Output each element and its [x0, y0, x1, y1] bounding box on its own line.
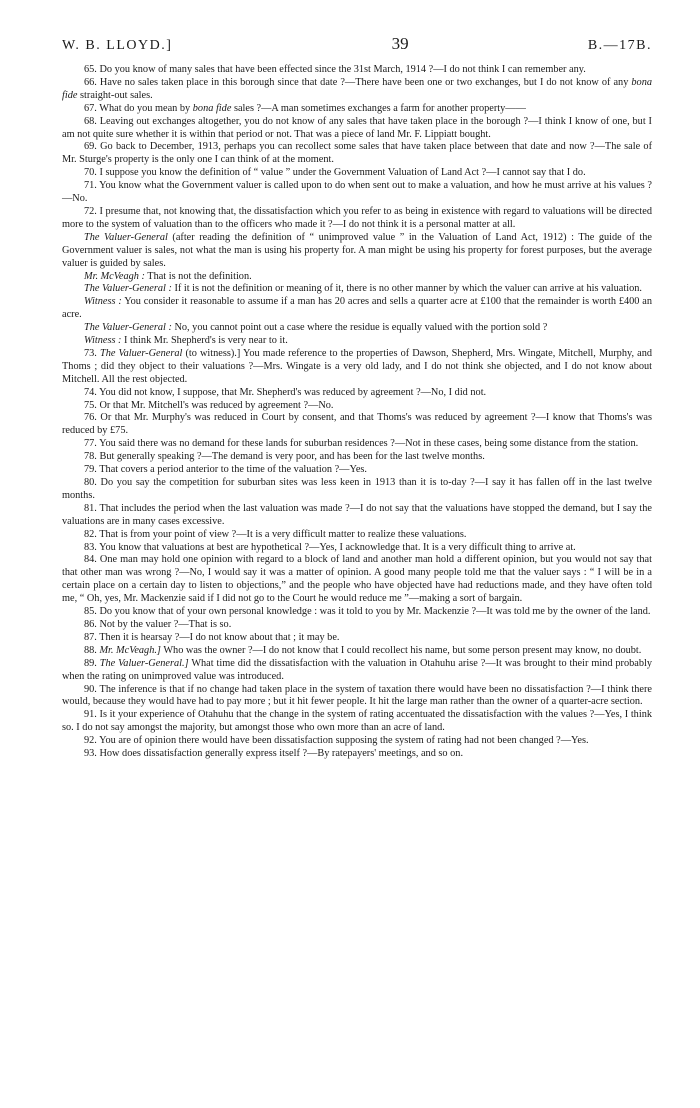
text-run: straight-out sales.: [77, 89, 153, 101]
text-run: 75. Or that Mr. Mitchell's was reduced by agreement ?—No.: [84, 399, 334, 411]
text-run: 70. I suppose you know the definition of “ value ” under the Government Valuation of Land Act ?—I cannot say that I do.: [84, 167, 586, 179]
paragraph: [62, 64, 652, 77]
text-run: 76. Or that Mr. Murphy's was reduced in Court by consent, and that Thoms's was reduced by agreement ?—I know that Thoms's was reduced by £75.: [62, 412, 652, 437]
paragraph: [62, 400, 652, 413]
paragraph: [62, 283, 652, 296]
italic-run: The Valuer-General.]: [99, 657, 189, 669]
text-run: That is not the definition.: [144, 270, 252, 282]
paragraph: [62, 684, 652, 710]
text-run: 67. What do you mean by: [84, 102, 193, 114]
paragraph: [62, 103, 652, 116]
page-number: 39: [391, 34, 409, 53]
text-run: 74. You did not know, I suppose, that Mr. Shepherd's was reduced by agreement ?—No, I did not.: [84, 386, 487, 398]
paragraph: [62, 658, 652, 684]
text-run: 73.: [84, 347, 100, 359]
text-run: 81. That includes the period when the last valuation was made ?—I do not say that the valuations have stopped the demand, but I say the valuations are in many cases excessive.: [62, 502, 652, 527]
text-run: 65. Do you know of many sales that have been effected since the 31st March, 1914 ?—I do not think I can remember any.: [84, 64, 586, 75]
paragraph: [62, 348, 652, 387]
paragraph: [62, 709, 652, 735]
text-run: 92. You are of opinion there would have been dissatisfaction supposing the system of rating had not been changed ?—Yes.: [84, 735, 589, 747]
paragraph: [62, 542, 652, 555]
text-run: 71. You know what the Government valuer is called upon to do when sent out to make a valuation, and how he must arrive at his values ?—No.: [62, 180, 652, 205]
paragraph: [62, 748, 652, 761]
italic-run: bona fide: [62, 76, 652, 101]
text-run: What time did the dissatisfaction with the valuation in Otahuhu arise ?—It was brought to their mind probably when the rating on unimproved value was introduced.: [62, 657, 653, 682]
text-run: 69. Go back to December, 1913, perhaps you can recollect some sales that have taken place between that date and now ?—The sale of Mr. Sturge's property is the only one I can think of at the moment.: [62, 141, 652, 166]
paragraph: [62, 116, 652, 142]
text-run: 84. One man may hold one opinion with regard to a block of land and another man hold a different opinion, but you would not say that that other man was wrong ?—No, I would say it was a matter of opinion. A good many people told me that the valuer says : “ I will be in a certain place on a certain day to listen to objections,” and the people who have objected have had reductions made, and they have often told me, “ Oh, yes, Mr. Mackenzie said if I did not go to the Court he would reduce me ”—making a sort of bargain.: [62, 554, 652, 605]
paragraph: [62, 412, 652, 438]
document-reference: B.—17B.: [587, 38, 652, 53]
text-run: Who was the owner ?—I do not know that I could recollect his name, but some person present may know, no doubt.: [160, 644, 642, 656]
paragraph: [62, 77, 652, 103]
text-run: 93. How does dissatisfaction generally express itself ?—By ratepayers' meetings, and so on.: [84, 748, 464, 760]
text-run: You consider it reasonable to assume if a man has 20 acres and sells a quarter acre at £100 that the remainder is worth £400 an acre.: [62, 296, 652, 321]
paragraph: [62, 335, 652, 348]
text-run: 83. You know that valuations at best are hypothetical ?—Yes, I acknowledge that. It is a very difficult thing to arrive at.: [84, 541, 576, 553]
paragraph: [62, 387, 652, 400]
text-run: (after reading the definition of “ unimproved value ” in the Valuation of Land Act, 1912) : The guide of the Government valuer is sales, not what the man is using his property for. A man might be using his property for forest purposes, but the average valuer is guided by sales.: [62, 231, 652, 269]
paragraph: [62, 554, 652, 606]
text-run: 80. Do you say the competition for suburban sites was less keen in 1913 than it is to-day ?—I say it has fallen off in the last twelve months.: [62, 477, 652, 501]
paragraph: [62, 180, 652, 206]
italic-run: Mr. McVeagh :: [84, 270, 145, 282]
italic-run: The Valuer-General: [84, 231, 168, 243]
text-run: No, you cannot point out a case where the residue is equally valued with the portion sold ?: [171, 322, 548, 334]
body-text: [62, 64, 652, 761]
paragraph: [62, 438, 652, 451]
text-run: If it is not the definition or meaning of it, there is no other manner by which the valuer can arrive at his valuation.: [171, 283, 642, 295]
paragraph: [62, 141, 652, 167]
text-run: 77. You said there was no demand for these lands for suburban residences ?—Not in these cases, being some distance from the station.: [84, 438, 639, 450]
text-run: 68. Leaving out exchanges altogether, you do not know of any sales that have taken place in the borough ?—I think I know of one, but I am not quite sure whether it is within that period or not. That was a piece of land Mr. F. Lippiatt bought.: [62, 115, 652, 140]
text-run: 78. But generally speaking ?—The demand is very poor, and has been for the last twelve months.: [84, 451, 485, 463]
text-run: 86. Not by the valuer ?—That is so.: [84, 618, 232, 630]
paragraph: [62, 529, 652, 542]
text-run: 88.: [84, 644, 100, 656]
paragraph: [62, 322, 652, 335]
paragraph: [62, 464, 652, 477]
paragraph: [62, 232, 652, 271]
text-run: (to witness).] You made reference to the properties of Dawson, Shepherd, Mrs. Wingate, Mitchell, Murphy, and Thoms ; did they object to their valuations ?—Mrs. Wingate is a very old lady, and I do not think she objected, and I do not know about Mitchell. All the rest objected.: [62, 347, 652, 385]
paragraph: [62, 645, 652, 658]
paragraph: [62, 632, 652, 645]
text-run: 87. Then it is hearsay ?—I do not know about that ; it may be.: [84, 631, 340, 643]
text-run: 85. Do you know that of your own personal knowledge : was it told to you by Mr. Mackenzie ?—It was told me by the owner of the land.: [84, 606, 651, 618]
paragraph: [62, 296, 652, 322]
text-run: I think Mr. Shepherd's is very near to it.: [121, 335, 288, 347]
paragraph: [62, 206, 652, 232]
paragraph: [62, 735, 652, 748]
text-run: 82. That is from your point of view ?—It is a very difficult matter to realize these valuations.: [84, 528, 467, 540]
paragraph: [62, 271, 652, 284]
italic-run: Witness :: [84, 335, 122, 347]
author-heading: W. B. LLOYD.]: [62, 38, 173, 53]
text-run: 79. That covers a period anterior to the time of the valuation ?—Yes.: [84, 464, 367, 476]
paragraph: [62, 477, 652, 503]
text-run: sales ?—A man sometimes exchanges a farm for another property——: [231, 102, 526, 114]
italic-run: The Valuer-General :: [84, 283, 172, 295]
italic-run: The Valuer-General :: [84, 322, 172, 334]
text-run: 89.: [84, 657, 100, 669]
paragraph: [62, 167, 652, 180]
text-run: 91. Is it your experience of Otahuhu that the change in the system of rating accentuated the dissatisfaction with the values ?—Yes, I think so. I do not say amongst the majority, but amongst those who own more than an acre of land.: [62, 709, 652, 734]
paragraph: [62, 503, 652, 529]
italic-run: Mr. McVeagh.]: [99, 644, 161, 656]
paragraph: [62, 606, 652, 619]
text-run: 66. Have no sales taken place in this borough since that date ?—There have been one or two exchanges, but I do not know of any: [84, 76, 632, 88]
paragraph: [62, 619, 652, 632]
text-run: 90. The inference is that if no change had taken place in the system of taxation there would have been no dissatisfaction ?—I think there would, because they would have had to pay more ; but it hit fewer people. It hit the large man rather than the owner of a quarter-acre section.: [62, 683, 652, 708]
paragraph: [62, 451, 652, 464]
italic-run: The Valuer-General: [99, 347, 183, 359]
running-head: [62, 34, 652, 54]
text-run: 72. I presume that, not knowing that, the dissatisfaction which you refer to as being in existence with regard to valuations will be directed more to the system of valuation than to the officers who made it ?—I do not think it is a personal matter at all.: [62, 205, 652, 230]
italic-run: bona fide: [192, 102, 232, 114]
italic-run: Witness :: [84, 296, 122, 308]
